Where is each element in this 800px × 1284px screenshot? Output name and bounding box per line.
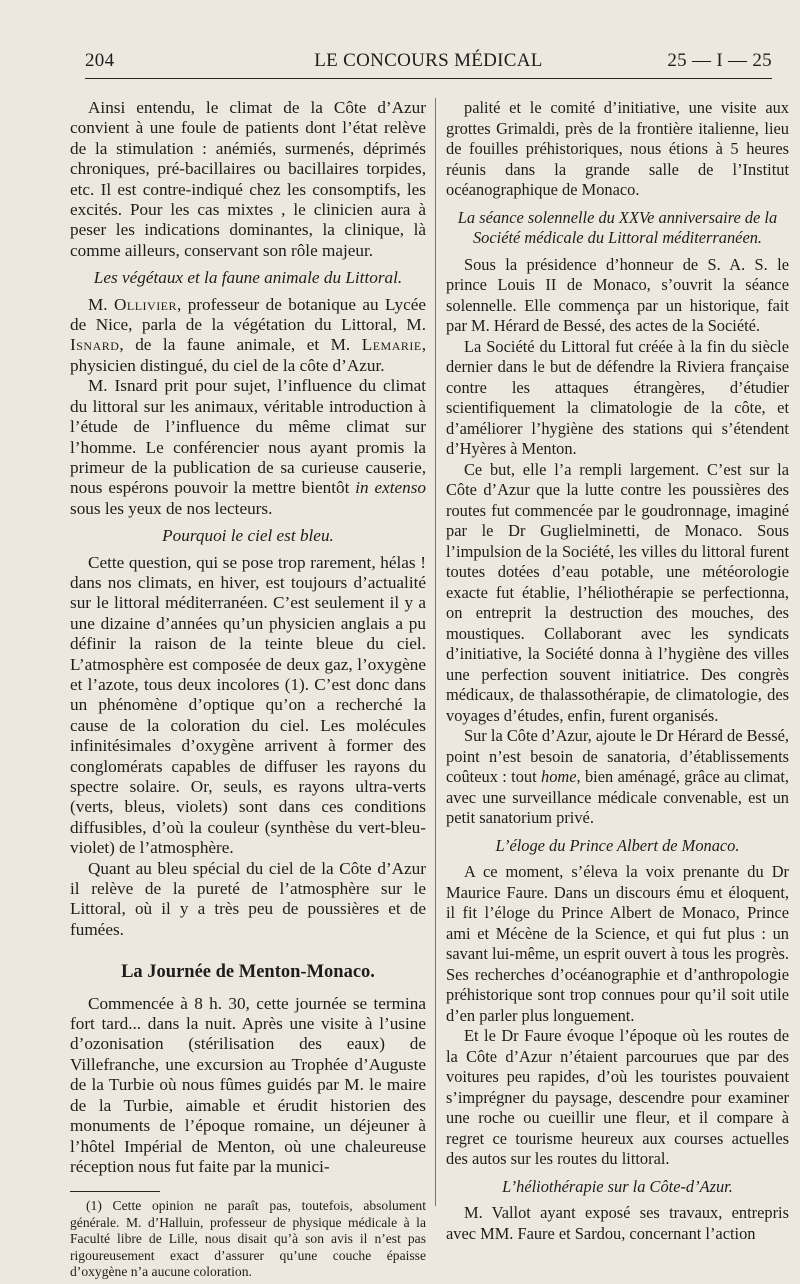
right-column — [446, 98, 789, 1244]
column-divider — [435, 98, 436, 1206]
journal-title: LE CONCOURS MÉDICAL — [314, 50, 543, 71]
paragraph: Quant au bleu spécial du ciel de la Côte d’Azur il relève de la pureté de l’atmosphère sur le Littoral, où il y a très peu de poussières et de fumées. — [70, 858, 426, 939]
section-subtitle: L’héliothérapie sur la Côte-d’Azur. — [502, 1176, 733, 1196]
person-name: Ollivier — [113, 294, 178, 314]
paragraph: A ce moment, s’éleva la voix prenante du Dr Maurice Faure. Dans un discours ému et éloquent, il fit l’éloge du Prince Albert de Monaco, Prince ami et Mécène de la Science, et qui fut plus : un savant lui-même, un esprit ouvert à tous les progrès. Ses recherches d’océanographie et d’anthropologie préhistorique sont trop connues pour qu’il soit utile d’en parler plus longuement. — [446, 862, 789, 1025]
running-header — [85, 50, 772, 79]
issue-date: 25 — I — 25 — [667, 50, 772, 71]
person-name: Isnard — [70, 335, 120, 355]
paragraph: Commencée à 8 h. 30, cette journée se termina fort tard... dans la nuit. Après une visite à l’usine d’ozonisation (stérilisation des eaux) de Villefranche, une excursion au Trophée d’Auguste de la Turbie où nous fûmes guidés par M. le maire de la Turbie, aimable et érudit historien des monuments de l’époque romaine, un déjeuner à l’hôtel Impérial de Menton, où une chaleureuse réception nous fut faite par la munici- — [70, 993, 426, 1176]
paragraph: Cette question, qui se pose trop rarement, hélas ! dans nos climats, en hiver, est toujours d’actualité sur le littoral méditerranéen. C’est seulement il y a une dizaine d’années qu’un physicien anglais a pu définir la raison de la teinte bleue du ciel. L’atmosphère est composée de deux gaz, l’oxygène et l’azote, tous deux incolores (1). C’est donc dans un phénomène d’optique qu’on a recherché la cause de la coloration du ciel. Les molécules infinitésimales d’oxygène arrivent à former des conglomérats capables de diffuser les rayons du spectre solaire. Or, seuls, es rayons ultra-verts (verts, bleus, violets) sont dans ces conditions diffusibles, d’où la couleur (synthèse du vert-bleu-violet) de l’atmosphère. — [70, 552, 426, 858]
paragraph: M. Isnard prit pour sujet, l’influence du climat du littoral sur les animaux, véritable introduction à l’étude de l’influence du même climat sur l’homme. Le conférencier nous ayant promis la primeur de la publication de sa curieuse causerie, nous espérons pouvoir la mettre bientôt in extenso sous les yeux de nos lecteurs. — [70, 376, 426, 518]
footnote-rule — [70, 1191, 160, 1192]
paragraph: M. Vallot ayant exposé ses travaux, entrepris avec MM. Faure et Sardou, concernant l’action — [446, 1203, 789, 1243]
section-subtitle: Pourquoi le ciel est bleu. — [162, 526, 334, 546]
person-name: Lemarie — [361, 335, 422, 355]
emphasis: in extenso — [355, 478, 426, 498]
paragraph: palité et le comité d’initiative, une visite aux grottes Grimaldi, près de la frontière italienne, lieu de fouilles préhistoriques, nous étions à 5 heures réunis dans la grande salle de l’Institut océanographique de Monaco. — [446, 98, 789, 199]
left-column — [70, 98, 426, 1280]
section-subtitle: Les végétaux et la faune animale du Littoral. — [93, 268, 403, 288]
emphasis: home — [541, 767, 577, 786]
section-heading: La Journée de Menton-Monaco. — [121, 962, 375, 983]
section-subtitle: L’éloge du Prince Albert de Monaco. — [495, 835, 740, 855]
paragraph: Ainsi entendu, le climat de la Côte d’Azur convient à une foule de patients dont l’état relève de la stimulation : anémiés, surmenés, déprimés chroniques, pré-bacillaires ou bacillaires torpides, etc. Il est contre-indiqué chez les consomptifs, les excités. Pour les cas mixtes , le clinicien aura à peser les indications dominantes, la clinique, là comme ailleurs, conservant son rôle majeur. — [70, 98, 426, 260]
section-subtitle: La séance solennelle du XXVe anniversaire de la Société médicale du Littoral méditerranéen. — [457, 207, 778, 247]
paragraph: La Société du Littoral fut créée à la fin du siècle dernier dans le but de défendre la Riviera française contre les attaques étrangères, d’étudier scientifiquement la climatologie de la côte, et d’améliorer l’hygiène des stations qui s’étendent d’Hyères à Menton. — [446, 336, 789, 458]
paragraph: Sous la présidence d’honneur de S. A. S. le prince Louis II de Monaco, s’ouvrit la séance solennelle. Elle commença par un historique, fait par M. Hérard de Bessé, des actes de la Société. — [446, 254, 789, 335]
footnote: (1) Cette opinion ne paraît pas, toutefois, absolument générale. M. d’Halluin, professeur de physique médicale à la Faculté libre de Lille, nous disait qu’à son avis il n’est pas rigoureusement exact d’assurer qu’une couche épaisse d’oxygène n’a aucune coloration. — [70, 1198, 426, 1279]
paragraph: Ce but, elle l’a rempli largement. C’est sur la Côte d’Azur que la lutte contre les poussières des routes fut commencée par le goudronnage, imaginé par le Dr Guglielminetti, de Monaco. Sous l’impulsion de la Société, les villes du littoral furent toutes dotées d’eau potable, une météorologie exacte fut établie, l’héliothérapie se perfectionna, on entreprit la destruction des mouches, des moustiques. Collaborant avec les syndicats d’initiative, la Société donna à l’hygiène des villes une perfection souvent initiatrice. Des congrès médicaux, de thalassothérapie, de climatologie, des voyages d’études, enfin, furent organisés. — [446, 459, 789, 725]
paragraph: Sur la Côte d’Azur, ajoute le Dr Hérard de Bessé, point n’est besoin de sanatoria, d’établissements coûteux : tout home, bien aménagé, grâce au climat, avec une surveillance médicale convenable, est un petit sanatorium privé. — [446, 726, 789, 827]
paragraph: Et le Dr Faure évoque l’époque où les routes de la Côte d’Azur n’étaient parcourues que par des voitures peu rapides, d’où les touristes pouvaient s’imprégner du paysage, descendre pour examiner une roche ou cueillir une fleur, et il compare à regret ce tourisme heureux aux courses actuelles des autos sur les routes du littoral. — [446, 1026, 789, 1168]
page-number: 204 — [85, 50, 115, 71]
paragraph: M. Ollivier, professeur de botanique au Lycée de Nice, parla de la végétation du Littoral, M. Isnard, de la faune animale, et M. Lemarie, physicien distingué, du ciel de la côte d’Azur. — [70, 294, 426, 375]
